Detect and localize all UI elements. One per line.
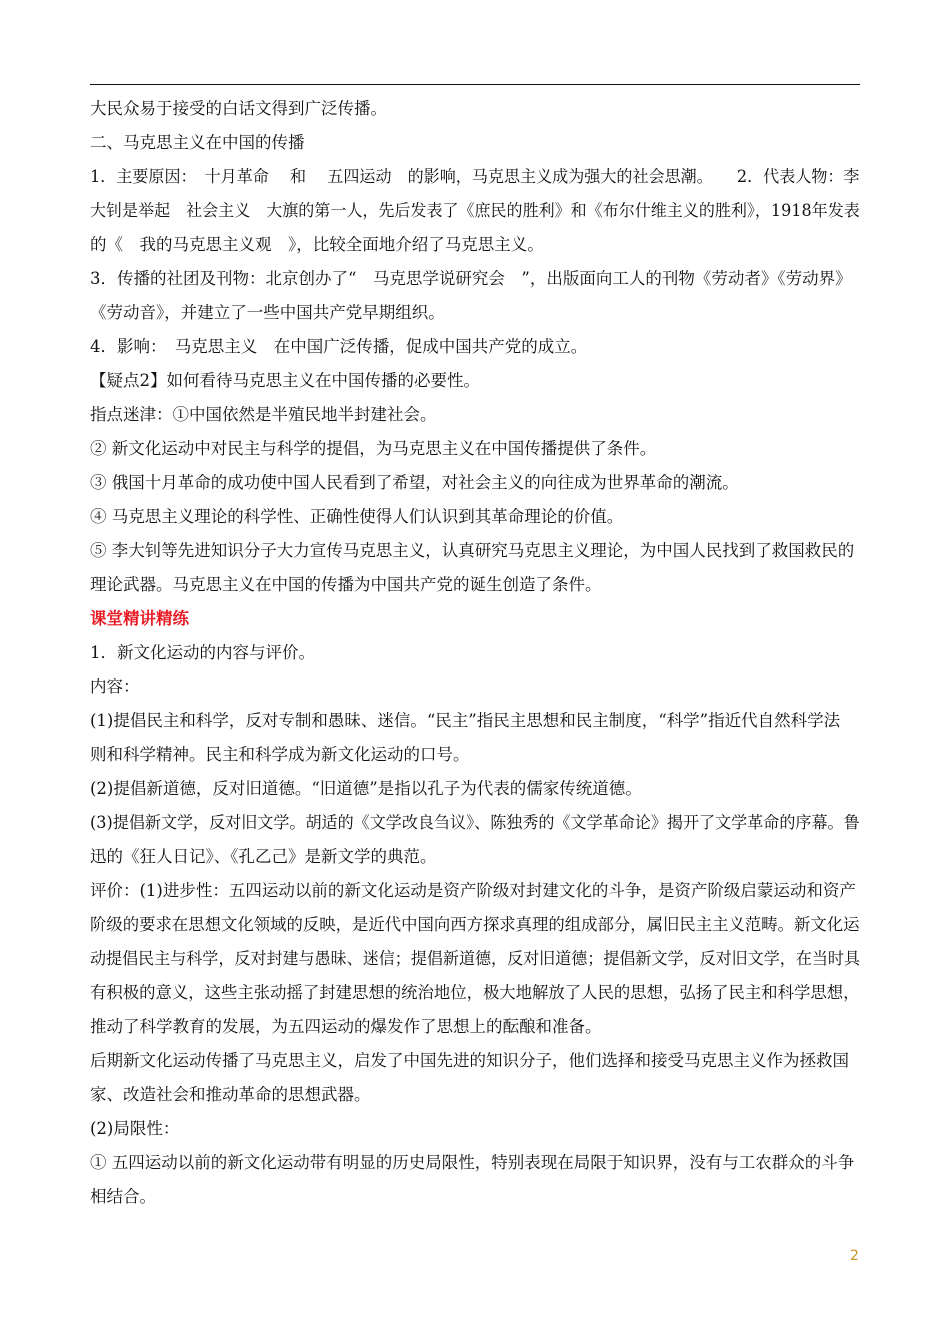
body-line: 评价：(1)进步性：五四运动以前的新文化运动是资产阶级对封建文化的斗争，是资产阶级启蒙运动和资产: [90, 881, 856, 900]
section-title-red: 课堂精讲精练: [90, 609, 189, 628]
body-line: 3．传播的社团及刊物：北京创办了“ 马克思学说研究会 ”，出版面向工人的刊物《劳动者》《劳动界》: [90, 269, 852, 288]
body-line: ① 五四运动以前的新文化运动带有明显的历史局限性，特别表现在局限于知识界，没有与工农群众的斗争: [90, 1153, 855, 1172]
body-line: 则和科学精神。民主和科学成为新文化运动的口号。: [90, 745, 470, 764]
body-line: (3)提倡新文学，反对旧文学。胡适的《文学改良刍议》、陈独秀的《文学革命论》揭开了文学革命的序幕。鲁: [90, 813, 860, 832]
body-line: 1．主要原因： 十月革命 和 五四运动 的影响，马克思主义成为强大的社会思潮。 2．代表人物：李: [90, 167, 860, 186]
body-line: 相结合。: [90, 1187, 156, 1206]
body-line: 1．新文化运动的内容与评价。: [90, 643, 315, 662]
section-heading: 二、马克思主义在中国的传播: [90, 133, 305, 152]
body-line: 大钊是举起 社会主义 大旗的第一人，先后发表了《庶民的胜利》和《布尔什维主义的胜利》，1918年发表: [90, 201, 860, 220]
body-line: 大民众易于接受的白话文得到广泛传播。: [90, 99, 387, 118]
doubt-heading: 【疑点2】如何看待马克思主义在中国传播的必要性。: [90, 371, 480, 390]
body-line: 4．影响： 马克思主义 在中国广泛传播，促成中国共产党的成立。: [90, 337, 588, 356]
body-line: 内容：: [90, 677, 140, 696]
page-body: [90, 92, 860, 1214]
body-line: 指点迷津：①中国依然是半殖民地半封建社会。: [90, 405, 437, 424]
body-line: 后期新文化运动传播了马克思主义，启发了中国先进的知识分子，他们选择和接受马克思主义作为拯救国: [90, 1051, 849, 1070]
body-line: 的《 我的马克思主义观 》，比较全面地介绍了马克思主义。: [90, 235, 544, 254]
body-line: 推动了科学教育的发展，为五四运动的爆发作了思想上的酝酿和准备。: [90, 1017, 602, 1036]
body-line: 动提倡民主与科学，反对封建与愚昧、迷信；提倡新道德，反对旧道德；提倡新文学，反对旧文学，在当时具: [90, 949, 860, 968]
header-rule: [90, 84, 860, 85]
body-line: ② 新文化运动中对民主与科学的提倡，为马克思主义在中国传播提供了条件。: [90, 439, 657, 458]
body-line: ④ 马克思主义理论的科学性、正确性使得人们认识到其革命理论的价值。: [90, 507, 624, 526]
body-line: ③ 俄国十月革命的成功使中国人民看到了希望，对社会主义的向往成为世界革命的潮流。: [90, 473, 739, 492]
body-line: (2)提倡新道德，反对旧道德。“旧道德”是指以孔子为代表的儒家传统道德。: [90, 779, 642, 798]
page-number: 2: [850, 1248, 859, 1264]
body-line: 迅的《狂人日记》、《孔乙己》是新文学的典范。: [90, 847, 437, 866]
body-line: 有积极的意义，这些主张动摇了封建思想的统治地位，极大地解放了人民的思想，弘扬了民主和科学思想，: [90, 983, 860, 1002]
body-line: ⑤ 李大钊等先进知识分子大力宣传马克思主义，认真研究马克思主义理论，为中国人民找到了救国救民的: [90, 541, 855, 560]
body-line: 《劳动音》，并建立了一些中国共产党早期组织。: [90, 303, 445, 322]
body-line: (1)提倡民主和科学，反对专制和愚昧、迷信。“民主”指民主思想和民主制度，“科学”指近代自然科学法: [90, 711, 841, 730]
body-line: 理论武器。马克思主义在中国的传播为中国共产党的诞生创造了条件。: [90, 575, 602, 594]
body-line: 阶级的要求在思想文化领域的反映，是近代中国向西方探求真理的组成部分，属旧民主主义范畴。新文化运: [90, 915, 860, 934]
body-line: 家、改造社会和推动革命的思想武器。: [90, 1085, 371, 1104]
body-line: (2)局限性：: [90, 1119, 180, 1138]
